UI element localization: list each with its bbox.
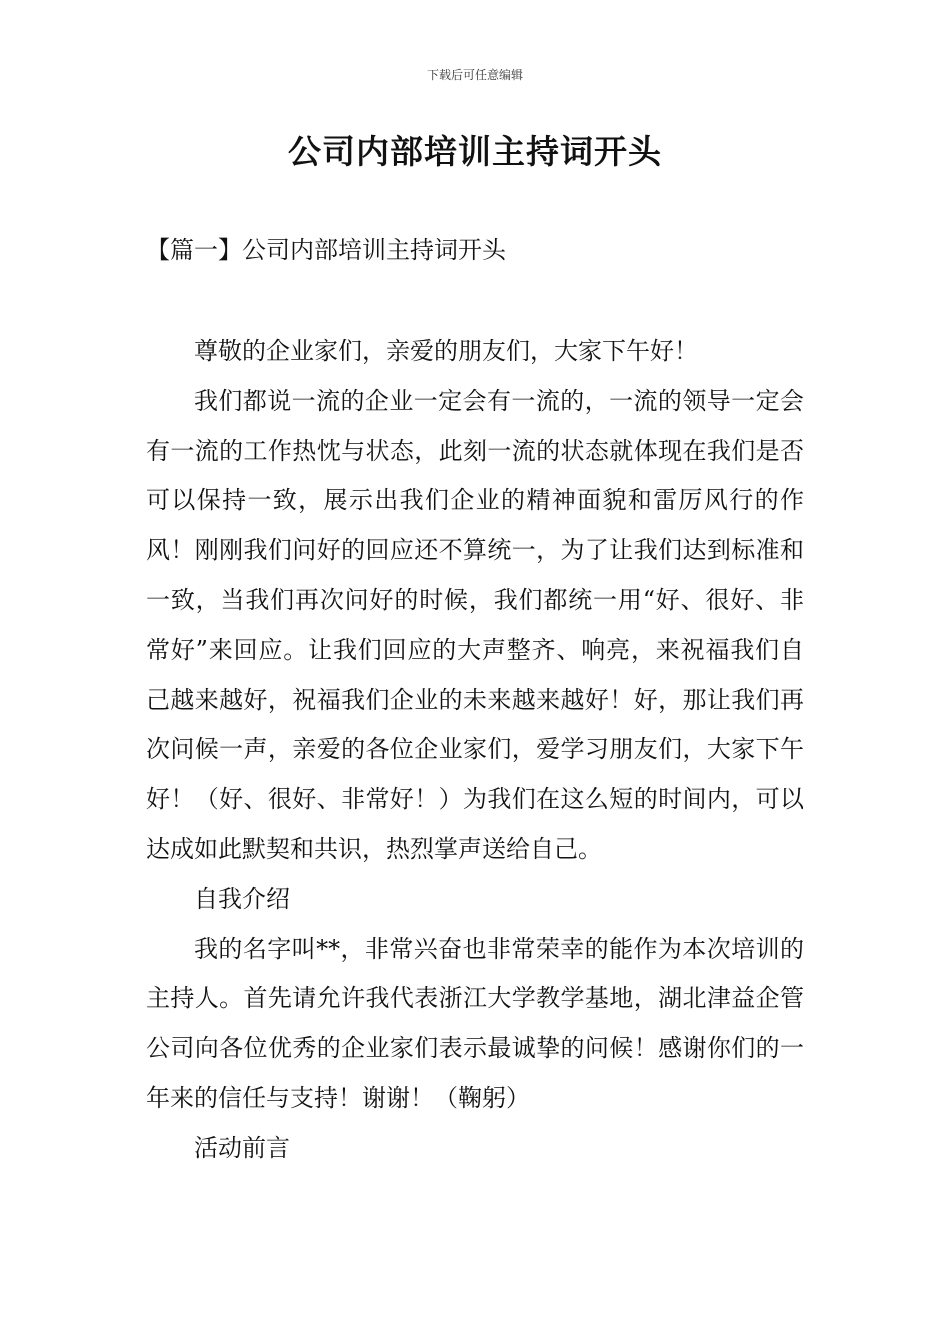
- subheading-self-intro: 自我介绍: [194, 884, 290, 913]
- subheading-activity-preface: 活动前言: [194, 1133, 290, 1162]
- document-title: 公司内部培训主持词开头: [288, 132, 662, 171]
- opening-paragraph: 我们都说一流的企业一定会有一流的，一流的领导一定会有一流的工作热忱与状态，此刻一流的状态就体现在我们是否可以保持一致，展示出我们企业的精神面貌和雷厉风行的作风！刚刚我们问好的回应还不算统一，为了让我们达到标准和一致，当我们再次问好的时候，我们都统一用“好、很好、非常好”来回应。让我们回应的大声整齐、响亮，来祝福我们自己越来越好，祝福我们企业的未来越来越好！好，那让我们再次问候一声，亲爱的各位企业家们，爱学习朋友们，大家下午好！（好、很好、非常好！）为我们在这么短的时间内，可以达成如此默契和共识，热烈掌声送给自己。: [146, 386, 804, 863]
- self-intro-paragraph: 我的名字叫**，非常兴奋也非常荣幸的能作为本次培训的主持人。首先请允许我代表浙江大学教学基地，湖北津益企管公司向各位优秀的企业家们表示最诚挚的问候！感谢你们的一年来的信任与支持！谢谢！（鞠躬）: [146, 934, 804, 1112]
- header-note: 下载后可任意编辑: [426, 68, 523, 82]
- body-text: [146, 327, 804, 1174]
- section-heading: 【篇一】公司内部培训主持词开头: [146, 236, 506, 264]
- greeting-paragraph: 尊敬的企业家们，亲爱的朋友们，大家下午好！: [194, 337, 698, 365]
